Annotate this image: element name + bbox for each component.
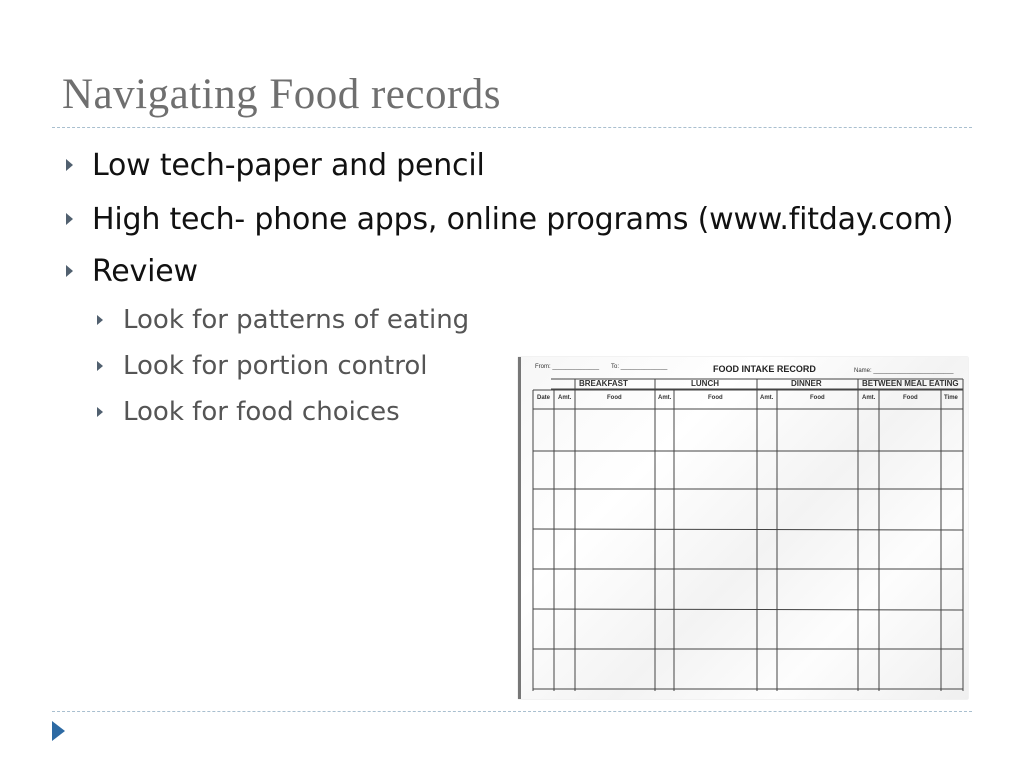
bullet-arrow-icon (66, 265, 73, 277)
title-divider (52, 127, 972, 128)
form-name-field: Name: ________________________ (854, 368, 954, 374)
section-lunch: LUNCH (691, 379, 719, 388)
col-amt: Amt. (862, 395, 876, 401)
col-date: Date (537, 395, 551, 401)
bullet-high-tech: High tech- phone apps, online programs (www.fitday.com) (92, 202, 954, 237)
slide-title: Navigating Food records (62, 71, 502, 118)
form-title: FOOD INTAKE RECORD (713, 364, 816, 374)
sub-bullet-choices: Look for food choices (123, 397, 400, 427)
bullet-review: Review (92, 254, 198, 289)
footer-divider (52, 711, 972, 712)
sub-bullet-arrow-icon (97, 407, 103, 417)
col-amt: Amt. (658, 395, 672, 401)
sub-bullet-patterns: Look for patterns of eating (123, 305, 470, 335)
form-grid (521, 357, 968, 699)
bullet-arrow-icon (66, 159, 73, 171)
col-amt: Amt. (760, 395, 774, 401)
section-breakfast: BREAKFAST (579, 379, 628, 388)
nav-arrow-icon[interactable] (52, 721, 65, 741)
col-food: Food (810, 395, 825, 401)
col-food: Food (903, 395, 918, 401)
bullet-low-tech: Low tech-paper and pencil (92, 148, 485, 183)
section-dinner: DINNER (791, 379, 822, 388)
section-between-meal: BETWEEN MEAL EATING (862, 379, 959, 388)
col-food: Food (708, 395, 723, 401)
form-to-field: To: ______________ (611, 364, 668, 370)
sub-bullet-arrow-icon (97, 315, 103, 325)
bullet-arrow-icon (66, 213, 73, 225)
food-intake-record-image (518, 357, 968, 699)
col-time: Time (944, 395, 958, 401)
col-food: Food (607, 395, 622, 401)
sub-bullet-arrow-icon (97, 361, 103, 371)
sub-bullet-portion: Look for portion control (123, 351, 428, 381)
col-amt: Amt. (558, 395, 572, 401)
form-from-field: From: ______________ (535, 364, 600, 370)
